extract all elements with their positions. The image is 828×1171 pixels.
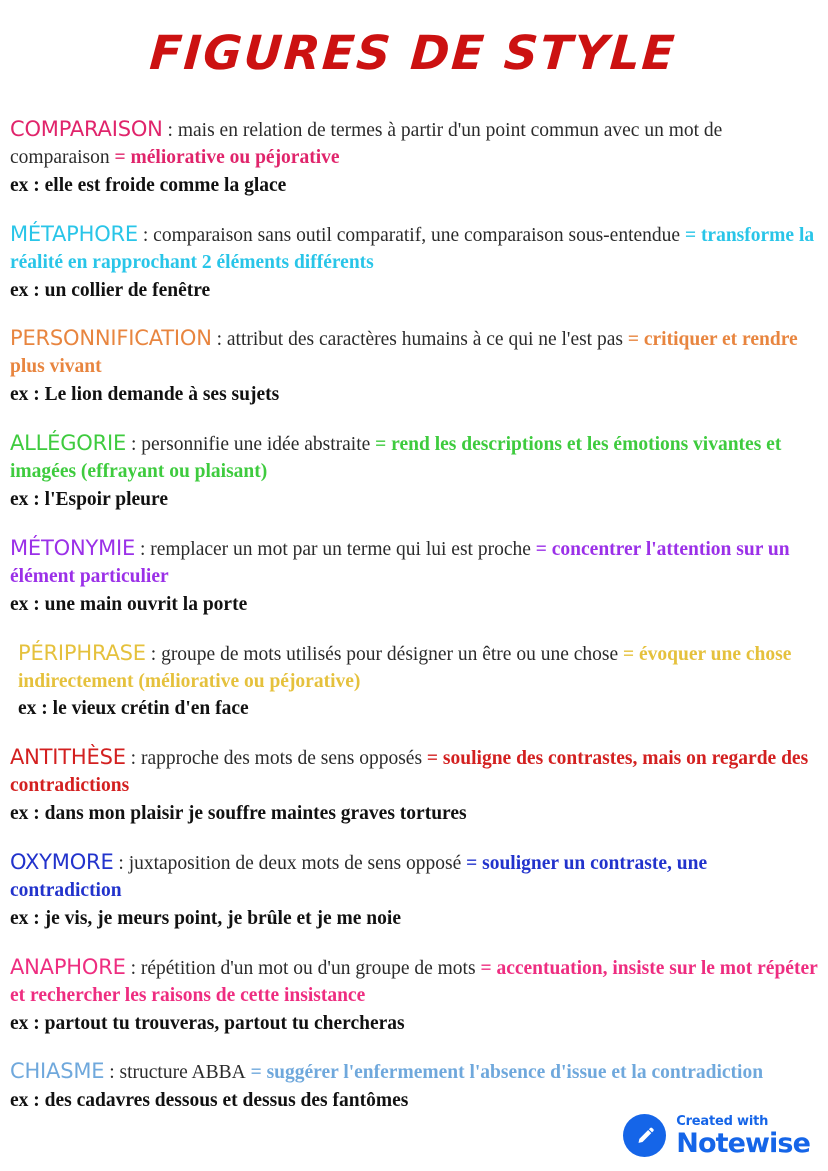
figure-effect: accentuation, insiste sur le mot répéter et rechercher les raisons de cette insistance — [10, 957, 818, 1006]
figure-definition-line — [10, 115, 818, 172]
figure-effect: souligner un contraste, une contradiction — [10, 853, 708, 901]
figure-entry — [10, 534, 818, 619]
figure-effect: souligne des contrastes, mais on regarde des contradictions — [10, 748, 809, 797]
figure-separator: : — [162, 120, 178, 141]
figure-definition-line — [10, 429, 818, 486]
figures-list — [10, 115, 818, 1115]
figure-definition: juxtaposition de deux mots de sens opposé — [128, 853, 462, 875]
figure-entry — [10, 848, 818, 933]
figure-entry — [10, 324, 818, 409]
figure-effect-marker: = — [618, 643, 639, 665]
figure-effect: évoquer une chose indirectement (méliorative ou péjorative) — [18, 643, 792, 692]
figure-effect-marker: = — [245, 1062, 267, 1084]
figure-effect: concentrer l'attention sur un élément particulier — [10, 538, 790, 587]
figure-entry — [10, 220, 818, 305]
figure-example: ex : une main ouvrit la porte — [10, 593, 248, 615]
figure-effect-marker: = — [475, 957, 497, 979]
figure-example: ex : dans mon plaisir je souffre maintes graves tortures — [10, 803, 467, 825]
pencil-circle-icon — [623, 1114, 666, 1157]
figure-definition-line — [10, 534, 818, 591]
figure-term: ANTITHÈSE — [10, 745, 126, 770]
figure-example: ex : Le lion demande à ses sujets — [10, 384, 280, 406]
figure-term: COMPARAISON — [10, 117, 163, 141]
figure-effect-marker: = — [622, 329, 644, 351]
notewise-brand-label: Notewise — [676, 1127, 810, 1159]
figure-effect-marker: = — [109, 146, 131, 168]
figure-term: OXYMORE — [10, 850, 114, 875]
figure-example: ex : elle est froide comme la glace — [10, 174, 287, 196]
figure-definition: structure ABBA — [119, 1062, 246, 1084]
figure-separator: : — [145, 643, 162, 665]
figure-definition-line — [10, 743, 818, 800]
figure-definition: rapproche des mots de sens opposés — [140, 748, 423, 770]
figure-separator: : — [138, 224, 154, 246]
figure-effect-marker: = — [680, 224, 701, 246]
created-with-label: Created with — [676, 1113, 769, 1129]
figure-term: MÉTAPHORE — [10, 221, 138, 246]
figure-definition: remplacer un mot par un terme qui lui est proche — [150, 538, 531, 560]
figure-entry — [10, 639, 818, 724]
figure-definition: attribut des caractères humains à ce qui ne l'est pas — [226, 329, 623, 351]
figure-separator: : — [113, 853, 129, 875]
figure-separator: : — [125, 748, 141, 770]
figure-term: ALLÉGORIE — [10, 431, 127, 456]
page-title: FIGURES DE STYLE — [147, 26, 679, 81]
figure-definition-line — [10, 324, 818, 381]
figure-effect-marker: = — [461, 853, 483, 875]
figure-example: ex : un collier de fenêtre — [10, 279, 211, 301]
figure-separator: : — [125, 957, 141, 979]
figure-definition-line — [10, 1057, 818, 1087]
figure-effect: méliorative ou péjorative — [130, 146, 340, 168]
figure-effect-marker: = — [530, 538, 552, 560]
figure-effect-marker: = — [370, 434, 392, 456]
figure-term: MÉTONYMIE — [10, 535, 136, 560]
figure-definition-line — [10, 220, 818, 277]
figure-example: ex : partout tu trouveras, partout tu chercheras — [10, 1012, 405, 1034]
figure-term: PÉRIPHRASE — [18, 640, 146, 665]
figure-definition: groupe de mots utilisés pour désigner un être ou une chose — [161, 643, 619, 665]
figure-example: ex : je vis, je meurs point, je brûle et je me noie — [10, 907, 401, 929]
figure-entry — [10, 743, 818, 828]
figure-entry — [10, 1057, 818, 1115]
figure-separator: : — [135, 538, 151, 560]
notewise-logo-text — [676, 1115, 810, 1157]
figure-term: ANAPHORE — [10, 954, 126, 979]
figure-separator: : — [211, 329, 227, 351]
figure-definition-line — [10, 848, 818, 905]
figure-example: ex : des cadavres dessous et dessus des fantômes — [10, 1090, 409, 1112]
notewise-watermark — [623, 1114, 810, 1157]
figure-definition-line — [10, 953, 818, 1010]
figure-definition: personnifie une idée abstraite — [141, 434, 371, 456]
figure-example: ex : l'Espoir pleure — [10, 488, 168, 510]
figure-entry — [10, 429, 818, 514]
figure-effect: rend les descriptions et les émotions vivantes et imagées (effrayant ou plaisant) — [10, 434, 782, 483]
figure-separator: : — [104, 1062, 120, 1084]
figure-example: ex : le vieux crétin d'en face — [18, 698, 249, 720]
figure-entry — [10, 115, 818, 200]
figure-effect: suggérer l'enfermement l'absence d'issue et la contradiction — [266, 1062, 764, 1084]
figure-definition-line — [18, 639, 818, 696]
figure-effect: transforme la réalité en rapprochant 2 éléments différents — [10, 224, 815, 273]
figure-definition: mais en relation de termes à partir d'un point commun avec un mot de comparaison — [10, 120, 723, 168]
figure-effect-marker: = — [422, 748, 443, 770]
figure-entry — [10, 953, 818, 1038]
figure-separator: : — [126, 434, 142, 456]
figure-term: CHIASME — [10, 1059, 105, 1084]
figure-term: PERSONNIFICATION — [10, 326, 212, 351]
figure-definition: comparaison sans outil comparatif, une comparaison sous-entendue — [153, 224, 681, 246]
figure-effect: critiquer et rendre plus vivant — [10, 329, 798, 378]
figure-definition: répétition d'un mot ou d'un groupe de mots — [140, 957, 476, 979]
